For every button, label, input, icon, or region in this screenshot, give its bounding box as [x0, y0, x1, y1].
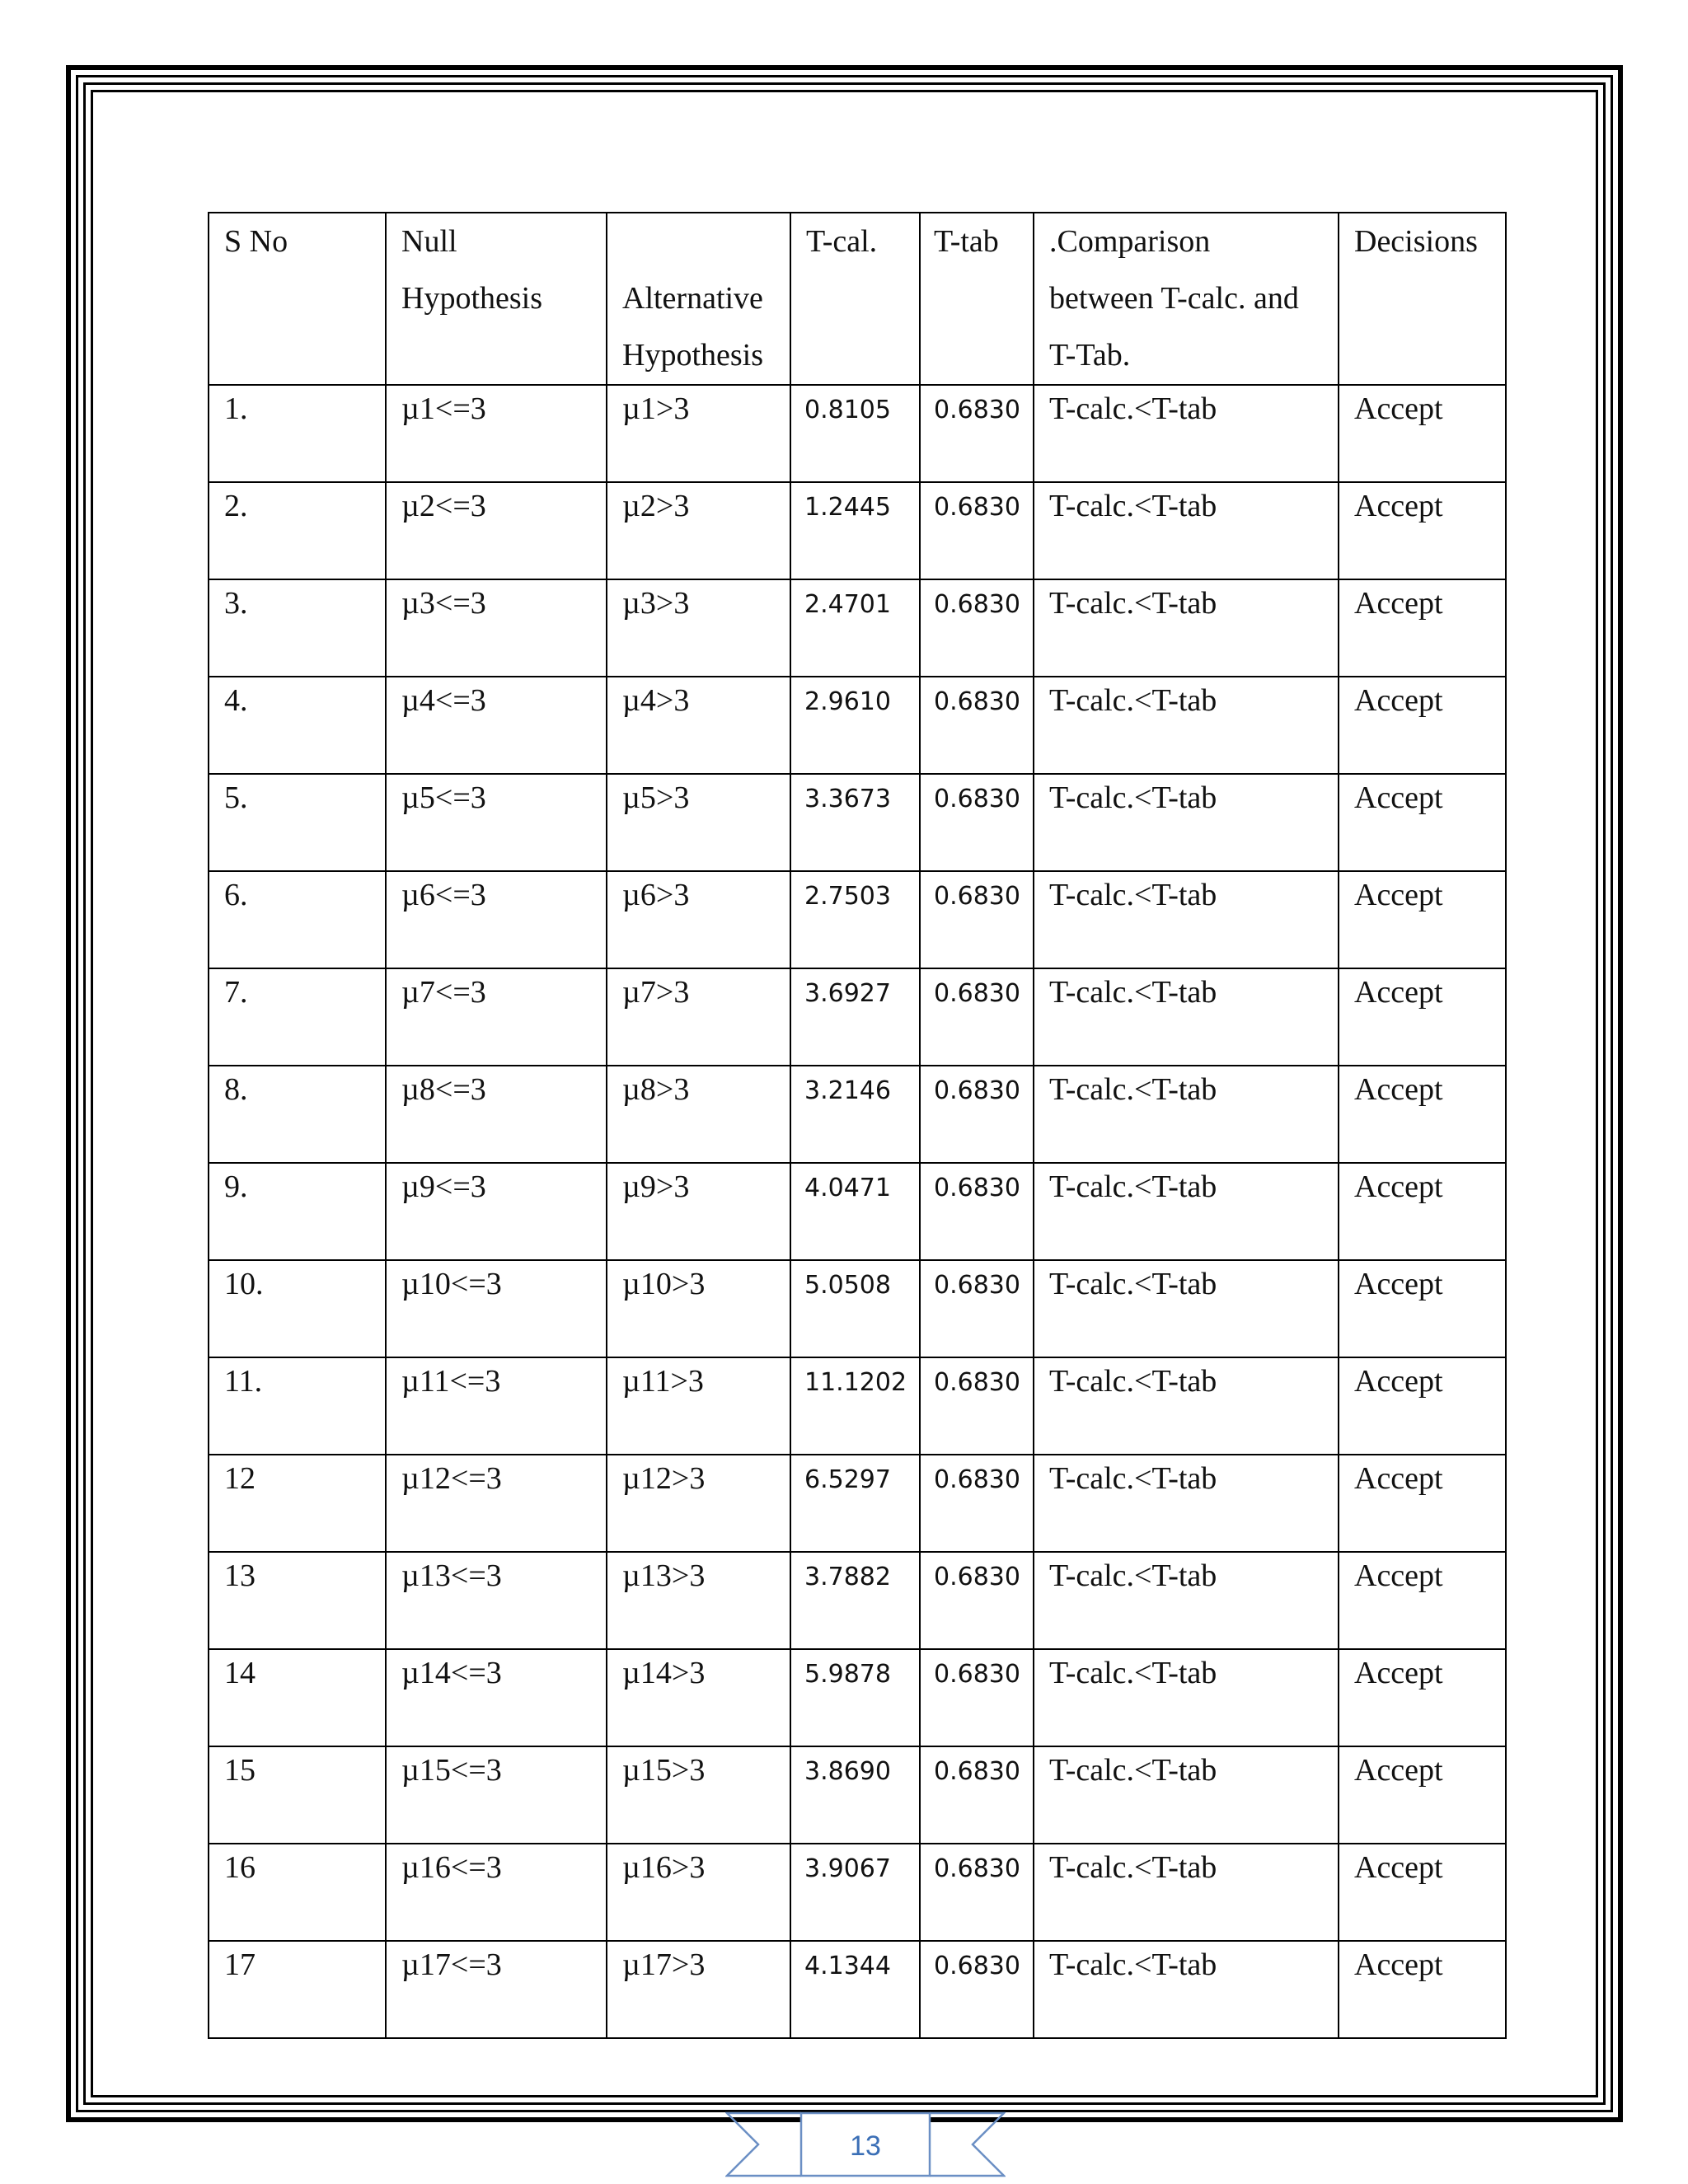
cell-null-hypothesis: µ5<=3	[386, 774, 607, 871]
cell-decision: Accept	[1339, 1357, 1506, 1455]
cell-comparison: T-calc.<T-tab	[1034, 1455, 1339, 1552]
cell-tcal: 5.9878	[790, 1649, 920, 1746]
cell-ttab: 0.6830	[920, 871, 1034, 968]
cell-null-hypothesis: µ13<=3	[386, 1552, 607, 1649]
cell-alt-hypothesis: µ7>3	[607, 968, 790, 1066]
cell-decision: Accept	[1339, 482, 1506, 579]
cell-null-hypothesis: µ1<=3	[386, 385, 607, 482]
cell-ttab: 0.6830	[920, 1066, 1034, 1163]
cell-ttab: 0.6830	[920, 774, 1034, 871]
table-row	[209, 774, 1506, 871]
cell-comparison: T-calc.<T-tab	[1034, 774, 1339, 871]
cell-decision: Accept	[1339, 1941, 1506, 2038]
cell-sno: 4.	[209, 677, 386, 774]
table-row	[209, 1260, 1506, 1357]
header-decisions-text: Decisions	[1354, 224, 1478, 259]
cell-ttab: 0.6830	[920, 385, 1034, 482]
cell-comparison: T-calc.<T-tab	[1034, 579, 1339, 677]
cell-ttab: 0.6830	[920, 1649, 1034, 1746]
cell-tcal: 3.9067	[790, 1844, 920, 1941]
cell-null-hypothesis: µ10<=3	[386, 1260, 607, 1357]
cell-sno: 10.	[209, 1260, 386, 1357]
cell-tcal: 4.1344	[790, 1941, 920, 2038]
cell-alt-hypothesis: µ4>3	[607, 677, 790, 774]
cell-alt-hypothesis: µ13>3	[607, 1552, 790, 1649]
page-number-tab	[725, 2111, 1006, 2179]
cell-null-hypothesis: µ3<=3	[386, 579, 607, 677]
cell-sno: 11.	[209, 1357, 386, 1455]
cell-decision: Accept	[1339, 871, 1506, 968]
cell-sno: 1.	[209, 385, 386, 482]
cell-tcal: 6.5297	[790, 1455, 920, 1552]
header-alt-spacer	[622, 213, 790, 270]
cell-decision: Accept	[1339, 579, 1506, 677]
cell-null-hypothesis: µ15<=3	[386, 1746, 607, 1844]
cell-tcal: 1.2445	[790, 482, 920, 579]
cell-tcal: 3.8690	[790, 1746, 920, 1844]
cell-alt-hypothesis: µ17>3	[607, 1941, 790, 2038]
cell-comparison: T-calc.<T-tab	[1034, 1552, 1339, 1649]
cell-ttab: 0.6830	[920, 1455, 1034, 1552]
cell-alt-hypothesis: µ8>3	[607, 1066, 790, 1163]
cell-alt-hypothesis: µ15>3	[607, 1746, 790, 1844]
ribbon-right-notch	[930, 2113, 1004, 2176]
table-row	[209, 1746, 1506, 1844]
cell-ttab: 0.6830	[920, 579, 1034, 677]
header-sno	[209, 213, 386, 385]
cell-comparison: T-calc.<T-tab	[1034, 1260, 1339, 1357]
cell-decision: Accept	[1339, 1844, 1506, 1941]
cell-sno: 7.	[209, 968, 386, 1066]
cell-comparison: T-calc.<T-tab	[1034, 1357, 1339, 1455]
ribbon-left-notch	[727, 2113, 801, 2176]
cell-null-hypothesis: µ6<=3	[386, 871, 607, 968]
cell-decision: Accept	[1339, 1260, 1506, 1357]
cell-comparison: T-calc.<T-tab	[1034, 1844, 1339, 1941]
cell-comparison: T-calc.<T-tab	[1034, 968, 1339, 1066]
table-body	[209, 385, 1506, 2038]
cell-null-hypothesis: µ14<=3	[386, 1649, 607, 1746]
cell-decision: Accept	[1339, 1649, 1506, 1746]
cell-comparison: T-calc.<T-tab	[1034, 482, 1339, 579]
cell-alt-hypothesis: µ11>3	[607, 1357, 790, 1455]
table-row	[209, 1649, 1506, 1746]
cell-alt-hypothesis: µ3>3	[607, 579, 790, 677]
cell-null-hypothesis: µ2<=3	[386, 482, 607, 579]
table-row	[209, 1844, 1506, 1941]
cell-sno: 12	[209, 1455, 386, 1552]
cell-ttab: 0.6830	[920, 677, 1034, 774]
cell-comparison: T-calc.<T-tab	[1034, 677, 1339, 774]
cell-null-hypothesis: µ16<=3	[386, 1844, 607, 1941]
header-null-line-2: Hypothesis	[401, 281, 542, 316]
cell-tcal: 2.7503	[790, 871, 920, 968]
cell-ttab: 0.6830	[920, 1941, 1034, 2038]
cell-tcal: 4.0471	[790, 1163, 920, 1260]
header-ttab	[920, 213, 1034, 385]
cell-alt-hypothesis: µ10>3	[607, 1260, 790, 1357]
cell-decision: Accept	[1339, 1455, 1506, 1552]
cell-decision: Accept	[1339, 1066, 1506, 1163]
cell-null-hypothesis: µ11<=3	[386, 1357, 607, 1455]
cell-decision: Accept	[1339, 1746, 1506, 1844]
page-number: 13	[850, 2130, 881, 2162]
cell-null-hypothesis: µ4<=3	[386, 677, 607, 774]
cell-null-hypothesis: µ7<=3	[386, 968, 607, 1066]
hypothesis-test-table	[208, 212, 1507, 2039]
cell-tcal: 2.9610	[790, 677, 920, 774]
cell-alt-hypothesis: µ12>3	[607, 1455, 790, 1552]
cell-tcal: 11.1202	[790, 1357, 920, 1455]
header-alt-line-1: Alternative	[622, 281, 763, 316]
cell-decision: Accept	[1339, 677, 1506, 774]
cell-alt-hypothesis: µ9>3	[607, 1163, 790, 1260]
header-comparison-line-3: T-Tab.	[1049, 338, 1131, 373]
cell-alt-hypothesis: µ16>3	[607, 1844, 790, 1941]
cell-decision: Accept	[1339, 1552, 1506, 1649]
table-row	[209, 482, 1506, 579]
cell-sno: 6.	[209, 871, 386, 968]
table-row	[209, 1455, 1506, 1552]
cell-sno: 2.	[209, 482, 386, 579]
cell-comparison: T-calc.<T-tab	[1034, 1163, 1339, 1260]
cell-ttab: 0.6830	[920, 1260, 1034, 1357]
cell-ttab: 0.6830	[920, 1163, 1034, 1260]
cell-comparison: T-calc.<T-tab	[1034, 871, 1339, 968]
cell-tcal: 2.4701	[790, 579, 920, 677]
cell-sno: 14	[209, 1649, 386, 1746]
table-row	[209, 1941, 1506, 2038]
cell-null-hypothesis: µ8<=3	[386, 1066, 607, 1163]
table-row	[209, 385, 1506, 482]
cell-comparison: T-calc.<T-tab	[1034, 1066, 1339, 1163]
cell-sno: 5.	[209, 774, 386, 871]
header-comparison	[1034, 213, 1339, 385]
header-row	[209, 213, 1506, 385]
table-row	[209, 677, 1506, 774]
cell-decision: Accept	[1339, 774, 1506, 871]
header-comparison-line-2: between T-calc. and	[1049, 281, 1299, 316]
header-sno-text: S No	[224, 224, 288, 259]
cell-sno: 17	[209, 1941, 386, 2038]
cell-decision: Accept	[1339, 1163, 1506, 1260]
cell-alt-hypothesis: µ6>3	[607, 871, 790, 968]
cell-sno: 16	[209, 1844, 386, 1941]
table-row	[209, 1163, 1506, 1260]
cell-tcal: 3.6927	[790, 968, 920, 1066]
cell-comparison: T-calc.<T-tab	[1034, 1649, 1339, 1746]
header-decisions	[1339, 213, 1506, 385]
cell-decision: Accept	[1339, 385, 1506, 482]
cell-null-hypothesis: µ9<=3	[386, 1163, 607, 1260]
header-null-line-1: Null	[401, 224, 457, 259]
cell-ttab: 0.6830	[920, 1357, 1034, 1455]
cell-tcal: 3.3673	[790, 774, 920, 871]
header-tcal	[790, 213, 920, 385]
table-row	[209, 579, 1506, 677]
cell-alt-hypothesis: µ14>3	[607, 1649, 790, 1746]
cell-null-hypothesis: µ17<=3	[386, 1941, 607, 2038]
cell-sno: 8.	[209, 1066, 386, 1163]
cell-alt-hypothesis: µ5>3	[607, 774, 790, 871]
cell-tcal: 3.7882	[790, 1552, 920, 1649]
cell-comparison: T-calc.<T-tab	[1034, 385, 1339, 482]
cell-decision: Accept	[1339, 968, 1506, 1066]
cell-tcal: 5.0508	[790, 1260, 920, 1357]
header-tcal-text: T-cal.	[806, 224, 878, 259]
cell-sno: 15	[209, 1746, 386, 1844]
header-ttab-text: T-tab	[934, 224, 999, 259]
cell-comparison: T-calc.<T-tab	[1034, 1746, 1339, 1844]
cell-ttab: 0.6830	[920, 968, 1034, 1066]
table-row	[209, 1357, 1506, 1455]
cell-tcal: 0.8105	[790, 385, 920, 482]
cell-tcal: 3.2146	[790, 1066, 920, 1163]
table-row	[209, 1552, 1506, 1649]
cell-ttab: 0.6830	[920, 1746, 1034, 1844]
cell-sno: 3.	[209, 579, 386, 677]
table-row	[209, 871, 1506, 968]
cell-ttab: 0.6830	[920, 1552, 1034, 1649]
cell-alt-hypothesis: µ1>3	[607, 385, 790, 482]
cell-ttab: 0.6830	[920, 482, 1034, 579]
header-null-hypothesis	[386, 213, 607, 385]
cell-sno: 9.	[209, 1163, 386, 1260]
header-comparison-line-1: .Comparison	[1049, 224, 1211, 259]
cell-comparison: T-calc.<T-tab	[1034, 1941, 1339, 2038]
cell-alt-hypothesis: µ2>3	[607, 482, 790, 579]
table-row	[209, 1066, 1506, 1163]
cell-ttab: 0.6830	[920, 1844, 1034, 1941]
header-alt-line-2: Hypothesis	[622, 338, 763, 373]
header-alt-hypothesis	[607, 213, 790, 385]
table-row	[209, 968, 1506, 1066]
cell-null-hypothesis: µ12<=3	[386, 1455, 607, 1552]
cell-sno: 13	[209, 1552, 386, 1649]
